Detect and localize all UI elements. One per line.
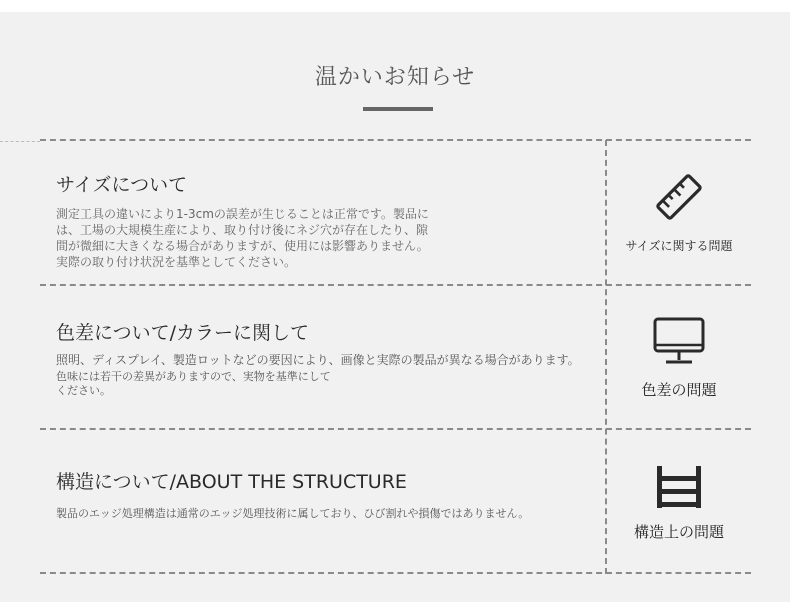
divider-2 <box>40 428 751 430</box>
section-color-body: 照明、ディスプレイ、製造ロットなどの要因により、画像と実際の製品が異なる場合があります。 <box>56 353 580 367</box>
section-color-side <box>607 317 751 400</box>
divider-top <box>40 139 751 141</box>
monitor-icon <box>652 317 706 365</box>
page-title: 温かいお知らせ <box>314 65 476 90</box>
ruler-icon <box>653 172 705 222</box>
divider-bottom <box>40 572 751 574</box>
ladder-icon <box>653 464 705 510</box>
side-label-color: 色差の問題 <box>641 381 717 399</box>
section-structure-side <box>607 464 751 542</box>
section-size-body: 測定工具の違いにより1-3cmの誤差が生じることは正常です。製品に は、工場の大規模生産により、取り付け後にネジ穴が存在したり、隙 間が微細に大きくなる場合がありますが、使用には影響ありません。 実際の取り付け状況を基準としてください。 <box>56 207 429 269</box>
section-size-heading: サイズについて <box>56 174 188 196</box>
section-structure-body: 製品のエッジ処理構造は通常のエッジ処理技術に属しており、ひび割れや損傷ではありません。 <box>56 507 530 520</box>
divider-1 <box>40 284 751 286</box>
divider-lead <box>0 141 40 142</box>
section-structure-heading: 構造について/ABOUT THE STRUCTURE <box>56 471 407 493</box>
section-color-body-2: 色味には若干の差異がありますので、実物を基準にして ください。 <box>56 370 331 397</box>
section-size-side <box>607 172 751 254</box>
title-underline <box>363 107 433 111</box>
section-color-heading: 色差について/カラーに関して <box>56 322 310 344</box>
side-label-size: サイズに関する問題 <box>625 239 733 253</box>
side-label-structure: 構造上の問題 <box>633 523 724 541</box>
